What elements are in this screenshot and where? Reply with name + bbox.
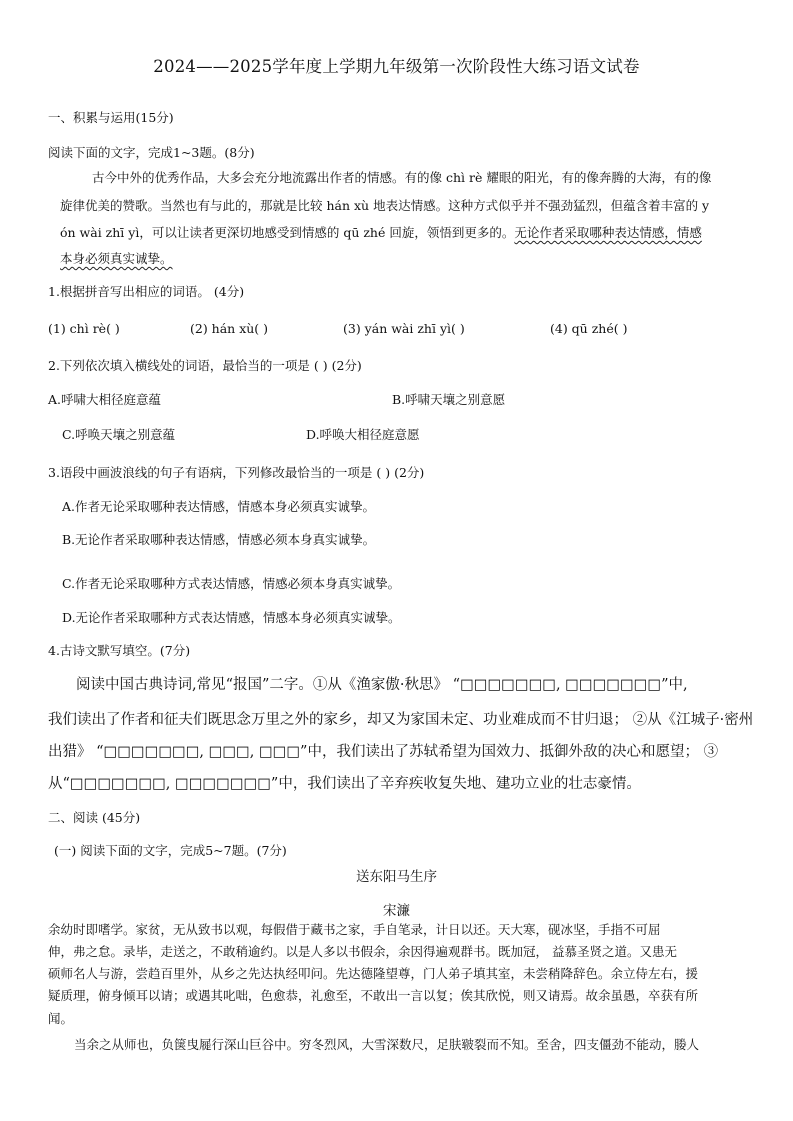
passage-line-3 <box>60 225 702 241</box>
page-title: 2024——2025学年度上学期九年级第一次阶段性大练习语文试卷 <box>153 57 640 76</box>
passage-line-1: 古今中外的优秀作品，大多会充分地流露出作者的情感。有的像 chì rè 耀眼的阳光，有的像奔腾的大海，有的像 <box>92 170 712 185</box>
essay-author: 宋濂 <box>383 903 410 919</box>
q1-item-3: (3) yán wài zhī yì( ) <box>343 321 465 336</box>
section2-sub1-instruction: (一) 阅读下面的文字，完成5~7题。(7分) <box>54 843 287 858</box>
q1-stem: 1.根据拼音写出相应的词语。 (4分) <box>48 284 245 299</box>
q2-option-d: D.呼唤大相径庭意愿 <box>306 427 420 442</box>
essay-line-6: 当余之从师也，负箧曳屣行深山巨谷中。穷冬烈风，大雪深数尺，足肤皲裂而不知。至舍，四支僵劲不能动，媵人 <box>74 1037 700 1052</box>
q2-option-c: C.呼唤天壤之别意蕴 <box>62 427 176 442</box>
q4-line-1: 阅读中国古典诗词,常见“报国”二字。①从《渔家傲·秋思》 “□□□□□□□, □□□□□□□”中, <box>76 677 688 693</box>
wavy-sentence-part-1: 无论作者采取哪种表达情感，情感 <box>514 225 702 240</box>
essay-line-2: 伸，弗之怠。录毕，走送之，不敢稍逾约。以是人多以书假余，余因得遍观群书。既加冠， 益慕圣贤之道。又患无 <box>48 944 677 959</box>
q4-stem: 4.古诗文默写填空。(7分) <box>48 643 191 658</box>
q3-option-c: C.作者无论采取哪种方式表达情感，情感必须本身真实诚挚。 <box>62 576 401 591</box>
essay-title: 送东阳马生序 <box>356 869 437 885</box>
q3-option-a: A.作者无论采取哪种表达情感，情感本身必须真实诚挚。 <box>62 499 376 514</box>
q3-option-b: B.无论作者采取哪种表达情感，情感必须本身真实诚挚。 <box>62 532 376 547</box>
passage-line-2: 旋律优美的赞歌。当然也有与此的，那就是比较 hán xù 地表达情感。这种方式似乎并不强劲猛烈，但蕴含着丰富的 y <box>60 198 710 213</box>
q3-option-d: D.无论作者采取哪种方式表达情感，情感本身必须真实诚挚。 <box>62 610 401 625</box>
q1-item-2: (2) hán xù( ) <box>190 321 269 336</box>
q1-item-1: (1) chì rè( ) <box>48 321 120 336</box>
q4-line-2: 我们读出了作者和征夫们既思念万里之外的家乡，却又为家国未定、功业难成而不甘归退； ②从《江城子·密州 <box>48 712 754 728</box>
essay-line-3: 硕师名人与游，尝趋百里外，从乡之先达执经叩问。先达德隆望尊，门人弟子填其室，未尝稍降辞色。余立侍左右，援 <box>48 966 699 981</box>
section1-instruction: 阅读下面的文字，完成1~3题。(8分) <box>48 145 255 160</box>
section1-heading: 一、积累与运用(15分) <box>48 110 174 125</box>
wavy-sentence-part-2: 本身必须真实诚挚。 <box>60 251 173 266</box>
q4-line-3: 出猎》 “□□□□□□□, □□□, □□□”中，我们读出了苏轼希望为国效力、抵御外敌的决心和愿望； ③ <box>48 744 719 760</box>
section2-heading: 二、阅读 (45分) <box>48 810 141 825</box>
q2-option-b: B.呼啸天壤之别意愿 <box>392 392 506 407</box>
essay-line-5: 闻。 <box>48 1011 74 1026</box>
q1-item-4: (4) qū zhé( ) <box>550 321 628 336</box>
q2-stem: 2.下列依次填入横线处的词语，最恰当的一项是 ( ) (2分) <box>48 358 362 373</box>
essay-line-4: 疑质理，俯身倾耳以请；或遇其叱咄，色愈恭，礼愈至，不敢出一言以复；俟其欣悦，则又请焉。故余虽愚，卒获有所 <box>48 988 699 1003</box>
passage-line-3-text: ón wài zhī yì，可以让读者更深切地感受到情感的 qū zhé 回旋，领悟到更多的。 <box>60 225 515 240</box>
essay-line-1: 余幼时即嗜学。家贫，无从致书以观，每假借于藏书之家，手自笔录，计日以还。天大寒，砚冰坚，手指不可屈 <box>48 922 661 937</box>
q4-line-4: 从“□□□□□□□, □□□□□□□”中，我们读出了辛弃疾收复失地、建功立业的壮志豪情。 <box>48 776 641 792</box>
q3-stem: 3.语段中画波浪线的句子有语病，下列修改最恰当的一项是 ( ) (2分) <box>48 465 425 480</box>
q2-option-a: A.呼啸大相径庭意蕴 <box>48 392 162 407</box>
